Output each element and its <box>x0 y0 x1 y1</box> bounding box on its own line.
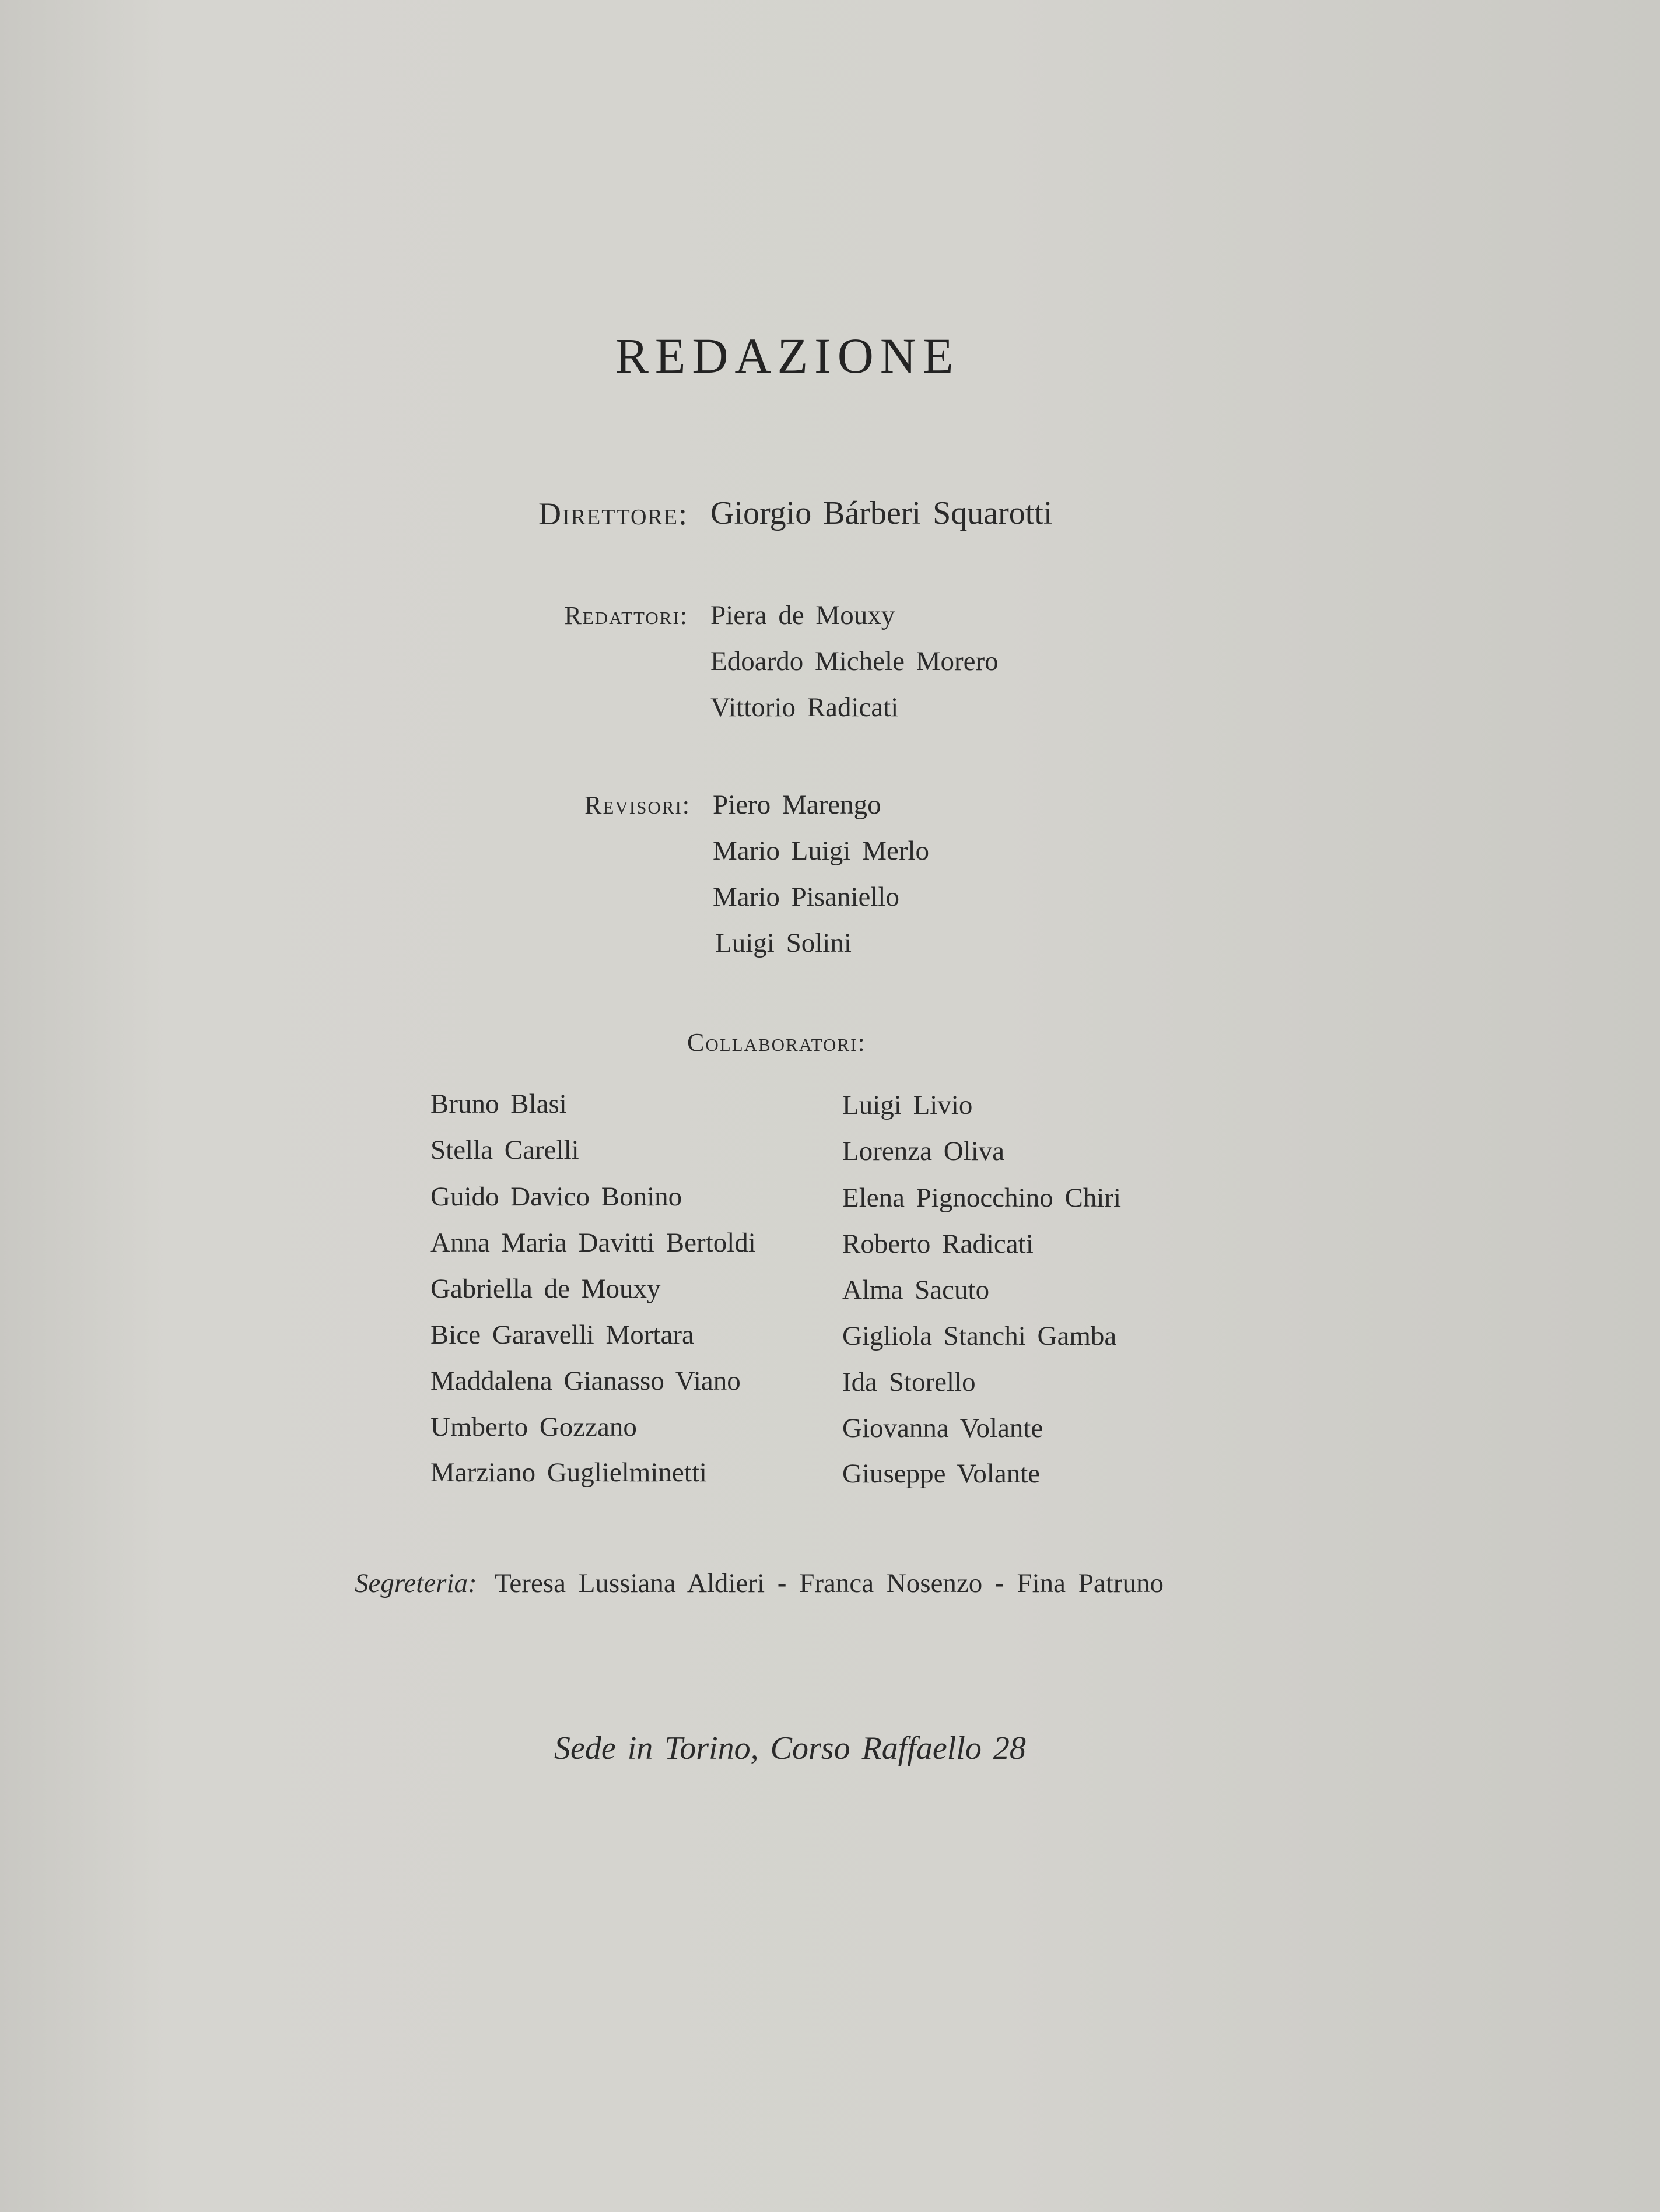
collaboratore-left: Maddalena Gianasso Viano <box>430 1366 741 1396</box>
segreteria-label: Segreteria: <box>355 1568 477 1598</box>
revisori-name: Mario Luigi Merlo <box>713 836 930 866</box>
redattori-name: Vittorio Radicati <box>710 692 899 723</box>
collaboratore-left: Bruno Blasi <box>430 1089 567 1119</box>
collaboratore-left: Bice Garavelli Mortara <box>430 1320 694 1350</box>
page-title: REDAZIONE <box>615 328 960 384</box>
collaboratore-left: Marziano Guglielminetti <box>430 1457 707 1488</box>
direttore-label: Direttore: <box>538 496 688 531</box>
collaboratore-right: Gigliola Stanchi Gamba <box>842 1321 1117 1351</box>
segreteria-names: Teresa Lussiana Aldieri - Franca Nosenzo - Fina Patruno <box>495 1568 1164 1598</box>
collaboratore-right: Luigi Livio <box>842 1090 973 1120</box>
revisori-name: Piero Marengo <box>713 790 881 820</box>
revisori-name: Luigi Solini <box>715 928 852 958</box>
sede-address: Sede in Torino, Corso Raffaello 28 <box>554 1730 1026 1766</box>
redattori-name: Piera de Mouxy <box>710 600 895 630</box>
redattori-label: Redattori: <box>564 601 688 630</box>
collaboratore-right: Alma Sacuto <box>842 1275 990 1305</box>
collaboratore-left: Stella Carelli <box>430 1135 579 1165</box>
revisori-label: Revisori: <box>584 791 691 819</box>
collaboratore-right: Giovanna Volante <box>842 1413 1043 1443</box>
collaboratore-right: Giuseppe Volante <box>842 1459 1041 1489</box>
collaboratore-right: Roberto Radicati <box>842 1229 1034 1259</box>
collaboratori-label: Collaboratori: <box>687 1028 866 1057</box>
collaboratore-left: Gabriella de Mouxy <box>430 1274 661 1304</box>
collaboratore-left: Guido Davico Bonino <box>430 1182 682 1212</box>
collaboratore-right: Elena Pignocchino Chiri <box>842 1183 1122 1213</box>
collaboratore-right: Ida Storello <box>842 1367 976 1397</box>
collaboratore-right: Lorenza Oliva <box>842 1136 1005 1166</box>
revisori-name: Mario Pisaniello <box>713 882 899 912</box>
collaboratore-left: Umberto Gozzano <box>430 1412 637 1442</box>
direttore-name: Giorgio Bárberi Squarotti <box>710 495 1053 531</box>
redattori-name: Edoardo Michele Morero <box>710 646 999 676</box>
collaboratore-left: Anna Maria Davitti Bertoldi <box>430 1228 756 1258</box>
